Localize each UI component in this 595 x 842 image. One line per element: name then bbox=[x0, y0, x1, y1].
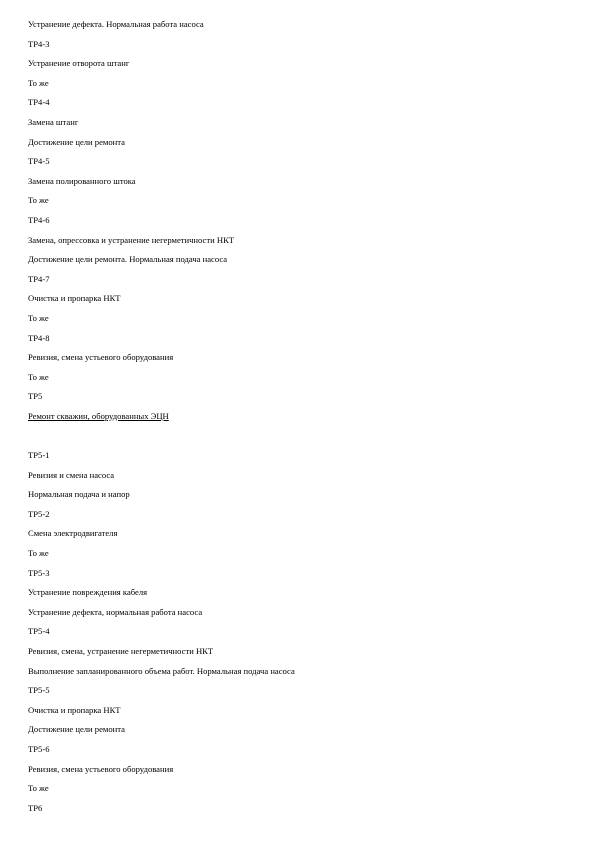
text-line-content: ТР6 bbox=[28, 802, 43, 813]
section-heading-text: Ремонт скважин, оборудованных ЭЦН bbox=[28, 410, 169, 421]
text-line bbox=[28, 253, 568, 273]
section-code bbox=[28, 802, 568, 822]
text-line bbox=[28, 527, 568, 547]
section-code bbox=[28, 390, 568, 410]
text-line-content: То же bbox=[28, 77, 49, 88]
text-line-content: ТР4-4 bbox=[28, 97, 50, 108]
text-line-content: ТР4-3 bbox=[28, 38, 50, 49]
section-code bbox=[28, 625, 568, 645]
section-code bbox=[28, 508, 568, 528]
section-code bbox=[28, 155, 568, 175]
text-line bbox=[28, 18, 568, 38]
section-code bbox=[28, 743, 568, 763]
text-line bbox=[28, 351, 568, 371]
text-line bbox=[28, 723, 568, 743]
text-line bbox=[28, 194, 568, 214]
text-line bbox=[28, 292, 568, 312]
text-line bbox=[28, 312, 568, 332]
text-line-content: Достижение цели ремонта. Нормальная подача насоса bbox=[28, 254, 228, 265]
text-line bbox=[28, 665, 568, 685]
text-line bbox=[28, 488, 568, 508]
text-line bbox=[28, 704, 568, 724]
text-line-content: ТР4-6 bbox=[28, 214, 50, 225]
text-line-content: То же bbox=[28, 548, 49, 559]
section-code bbox=[28, 214, 568, 234]
text-line-content: ТР5-5 bbox=[28, 685, 50, 696]
section-code bbox=[28, 38, 568, 58]
text-line-content: Ревизия, смена устьевого оборудования bbox=[28, 763, 174, 774]
text-line-content: Достижение цели ремонта bbox=[28, 724, 125, 735]
text-line-content: Устранение повреждения кабеля bbox=[28, 587, 148, 598]
text-line-content: Выполнение запланированного объема работ. Нормальная подача насоса bbox=[28, 665, 295, 676]
text-line-content: Ревизия, смена устьевого оборудования bbox=[28, 352, 174, 363]
text-line-content: То же bbox=[28, 783, 49, 794]
blank-line bbox=[28, 429, 568, 449]
text-line bbox=[28, 116, 568, 136]
text-line bbox=[28, 175, 568, 195]
text-line bbox=[28, 469, 568, 489]
text-line-content: ТР4-8 bbox=[28, 332, 50, 343]
text-line bbox=[28, 77, 568, 97]
text-line-content: То же bbox=[28, 371, 49, 382]
text-line-content: То же bbox=[28, 195, 49, 206]
text-line bbox=[28, 136, 568, 156]
text-line bbox=[28, 763, 568, 783]
text-line-content: Замена полированного штока bbox=[28, 175, 136, 186]
text-line-content: Замена штанг bbox=[28, 116, 79, 127]
text-line-content: ТР4-5 bbox=[28, 156, 50, 167]
text-line-content: Устранение отворота штанг bbox=[28, 58, 130, 69]
text-line-content: То же bbox=[28, 312, 49, 323]
section-code bbox=[28, 332, 568, 352]
text-line bbox=[28, 234, 568, 254]
section-code bbox=[28, 273, 568, 293]
text-line-content: ТР5-4 bbox=[28, 626, 50, 637]
text-line bbox=[28, 782, 568, 802]
text-line bbox=[28, 586, 568, 606]
text-line-content: Ревизия и смена насоса bbox=[28, 469, 115, 480]
text-line-content: Очистка и пропарка НКТ bbox=[28, 704, 121, 715]
text-line-content: ТР5-6 bbox=[28, 743, 50, 754]
text-line-content: Ревизия, смена, устранение негерметичности НКТ bbox=[28, 646, 214, 656]
text-line bbox=[28, 547, 568, 567]
text-line-content: Нормальная подача и напор bbox=[28, 489, 130, 500]
text-line-content: ТР4-7 bbox=[28, 273, 50, 284]
text-line-content: Очистка и пропарка НКТ bbox=[28, 293, 121, 304]
text-line bbox=[28, 57, 568, 77]
text-line-content: Устранение дефекта. Нормальная работа насоса bbox=[28, 19, 204, 29]
section-code bbox=[28, 449, 568, 469]
section-code bbox=[28, 96, 568, 116]
text-line-content: Смена электродвигателя bbox=[28, 528, 118, 539]
text-line-content: Замена, опрессовка и устранение негерметичности НКТ bbox=[28, 234, 235, 245]
text-line bbox=[28, 606, 568, 626]
document-text-block bbox=[28, 18, 568, 821]
text-line-content: ТР5-2 bbox=[28, 508, 50, 519]
text-line bbox=[28, 371, 568, 391]
text-line-content: ТР5-3 bbox=[28, 567, 50, 578]
text-line-content: Достижение цели ремонта bbox=[28, 136, 125, 147]
text-line-content: ТР5 bbox=[28, 391, 43, 402]
section-code bbox=[28, 567, 568, 587]
text-line-content: ТР5-1 bbox=[28, 450, 50, 461]
text-line-content: Устранение дефекта, нормальная работа насоса bbox=[28, 606, 203, 617]
text-line bbox=[28, 645, 568, 665]
section-heading bbox=[28, 410, 568, 430]
section-code bbox=[28, 684, 568, 704]
